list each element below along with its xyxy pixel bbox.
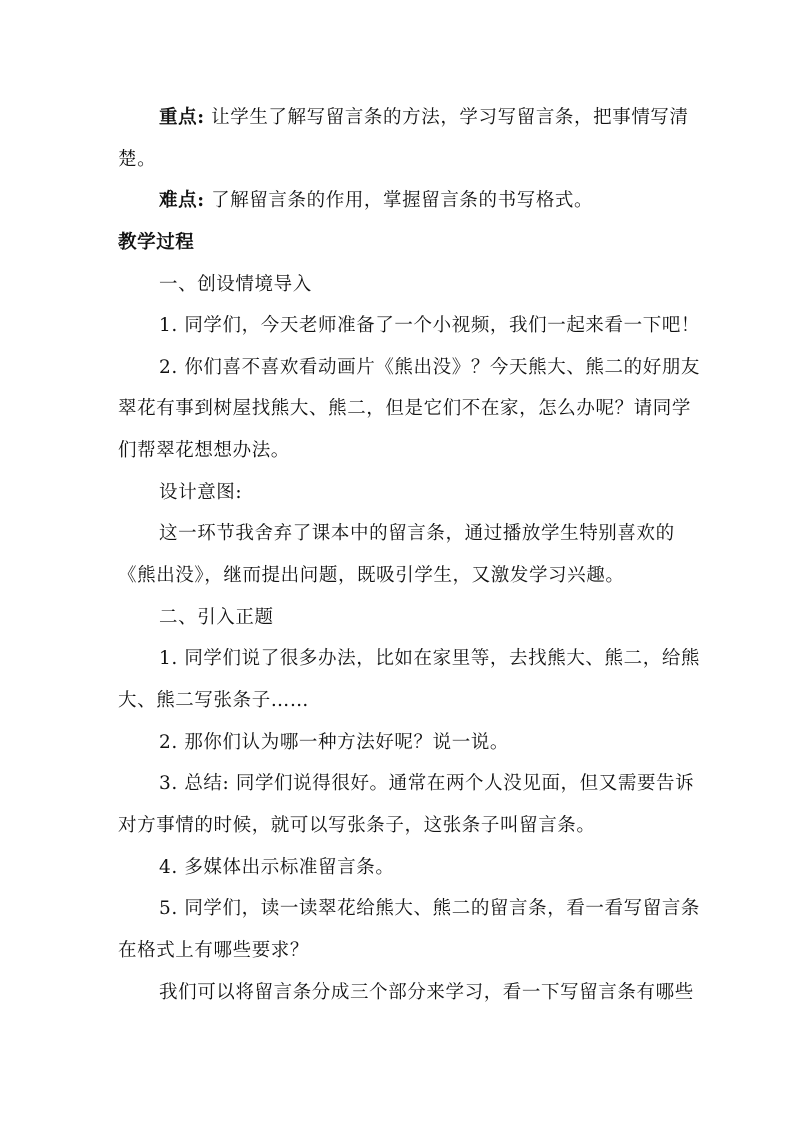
difficulty-paragraph <box>159 189 679 213</box>
difficulty-text: 了解留言条的作用，掌握留言条的书写格式。 <box>204 190 594 211</box>
s2-item5-line1: 5. 同学们，读一读翠花给熊大、熊二的留言条，看一看写留言条 <box>159 898 701 919</box>
s2-item1-line1: 1. 同学们说了很多办法，比如在家里等，去找熊大、熊二，给熊 <box>159 648 701 669</box>
section1-heading: 一、创设情境导入 <box>159 274 312 295</box>
s2-item2: 2. 那你们认为哪一种方法好呢？说一说。 <box>159 732 510 753</box>
s1-item2-line1: 2. 你们喜不喜欢看动画片《熊出没》？今天熊大、熊二的好朋友 <box>159 357 701 378</box>
s2-item5-line2: 在格式上有哪些要求？ <box>118 940 310 961</box>
s1-item2-line2: 翠花有事到树屋找熊大、熊二，但是它们不在家，怎么办呢？请同学 <box>118 398 692 419</box>
difficulty-label: 难点: <box>159 190 205 211</box>
focus-paragraph-line-2: 楚。 <box>118 149 157 170</box>
s2-item1-line2: 大、熊二写张条子…… <box>118 690 310 711</box>
s2-paragraph-line1: 我们可以将留言条分成三个部分来学习，看一下写留言条有哪些 <box>159 982 694 1003</box>
design-label: 设计意图: <box>159 482 243 503</box>
section2-heading: 二、引入正题 <box>159 607 274 628</box>
s2-item3-line2: 对方事情的时候，就可以写张条子，这张条子叫留言条。 <box>118 815 596 836</box>
focus-label: 重点: <box>159 107 205 128</box>
focus-paragraph-line-1 <box>159 106 689 130</box>
process-heading: 教学过程 <box>118 232 195 253</box>
s1-item1: 1. 同学们，今天老师准备了一个小视频，我们一起来看一下吧！ <box>159 315 701 336</box>
s1-item2-line3: 们帮翠花想想办法。 <box>118 440 290 461</box>
s2-item3-line1: 3. 总结: 同学们说得很好。通常在两个人没见面，但又需要告诉 <box>159 773 695 794</box>
focus-text: 让学生了解写留言条的方法，学习写留言条，把事情写清 <box>204 107 689 128</box>
s2-item4: 4. 多媒体出示标准留言条。 <box>159 857 395 878</box>
design-line2: 《熊出没》，继而提出问题，既吸引学生，又激发学习兴趣。 <box>118 565 625 586</box>
design-line1: 这一环节我舍弃了课本中的留言条，通过播放学生特别喜欢的 <box>159 523 675 544</box>
